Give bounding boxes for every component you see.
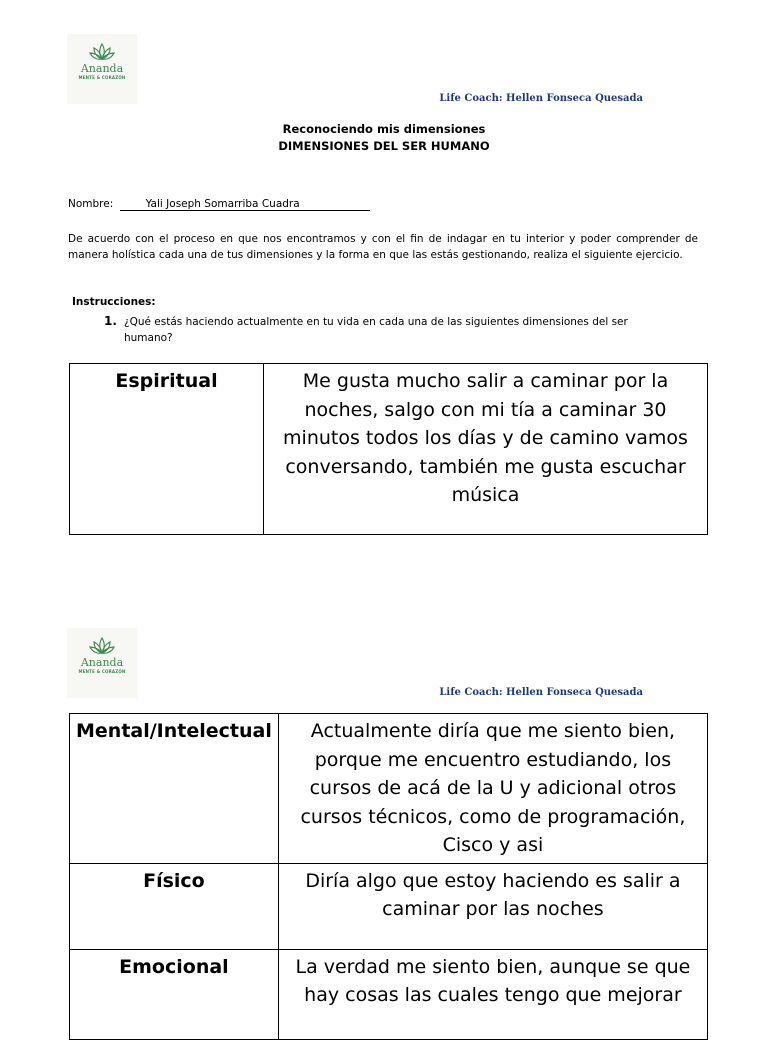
dimension-answer: Actualmente diría que me siento bien, porque me encuentro estudiando, los cursos de acá de la U y adicional otros cursos técnicos, como de programación, Cisco y asi [278, 714, 707, 864]
logo-tagline: MENTE & CORAZÓN [78, 669, 126, 674]
dimension-answer: Diría algo que estoy haciendo es salir a caminar por las noches [278, 863, 707, 949]
dimension-answer: Me gusta mucho salir a caminar por la noches, salgo con mi tía a caminar 30 minutos todos los días y de camino vamos conversando, también me gusta escuchar música [264, 364, 708, 535]
life-coach-header: Life Coach: Hellen Fonseca Quesada [439, 687, 643, 698]
instruction-item [104, 314, 664, 346]
name-label: Nombre: [68, 198, 117, 210]
instruction-number: 1. [104, 314, 117, 328]
name-value: Yali Joseph Somarriba Cuadra [120, 198, 370, 211]
lotus-icon [89, 42, 115, 62]
lotus-icon [89, 636, 115, 656]
dimension-label: Espiritual [70, 364, 264, 535]
dimensions-table-page1 [69, 363, 708, 535]
instruction-text: ¿Qué estás haciendo actualmente en tu vida en cada una de las siguientes dimensiones del ser humano? [124, 316, 628, 344]
life-coach-header: Life Coach: Hellen Fonseca Quesada [439, 93, 643, 104]
table-row [70, 364, 708, 535]
logo-tagline: MENTE & CORAZÓN [78, 75, 126, 80]
document-subtitle: DIMENSIONES DEL SER HUMANO [278, 139, 490, 153]
dimension-answer: La verdad me siento bien, aunque se que hay cosas las cuales tengo que mejorar [278, 949, 707, 1039]
document-title: Reconociendo mis dimensiones [282, 122, 486, 136]
instructions-label: Instrucciones: [72, 296, 156, 308]
table-row [70, 863, 708, 949]
dimensions-table-page2 [69, 713, 708, 1040]
dimension-label: Emocional [70, 949, 279, 1039]
logo-brand: Ananda [80, 656, 124, 669]
ananda-logo [67, 34, 137, 104]
dimension-label: Físico [70, 863, 279, 949]
logo-brand: Ananda [80, 62, 124, 75]
name-field [68, 198, 370, 211]
table-row [70, 714, 708, 864]
ananda-logo [67, 628, 137, 698]
intro-paragraph: De acuerdo con el proceso en que nos encontramos y con el fin de indagar en tu interior y poder comprender de manera holística cada una de tus dimensiones y la forma en que las estás gestionando, realiza el siguiente ejercicio. [68, 233, 698, 261]
dimension-label: Mental/Intelectual [70, 714, 279, 864]
table-row [70, 949, 708, 1039]
